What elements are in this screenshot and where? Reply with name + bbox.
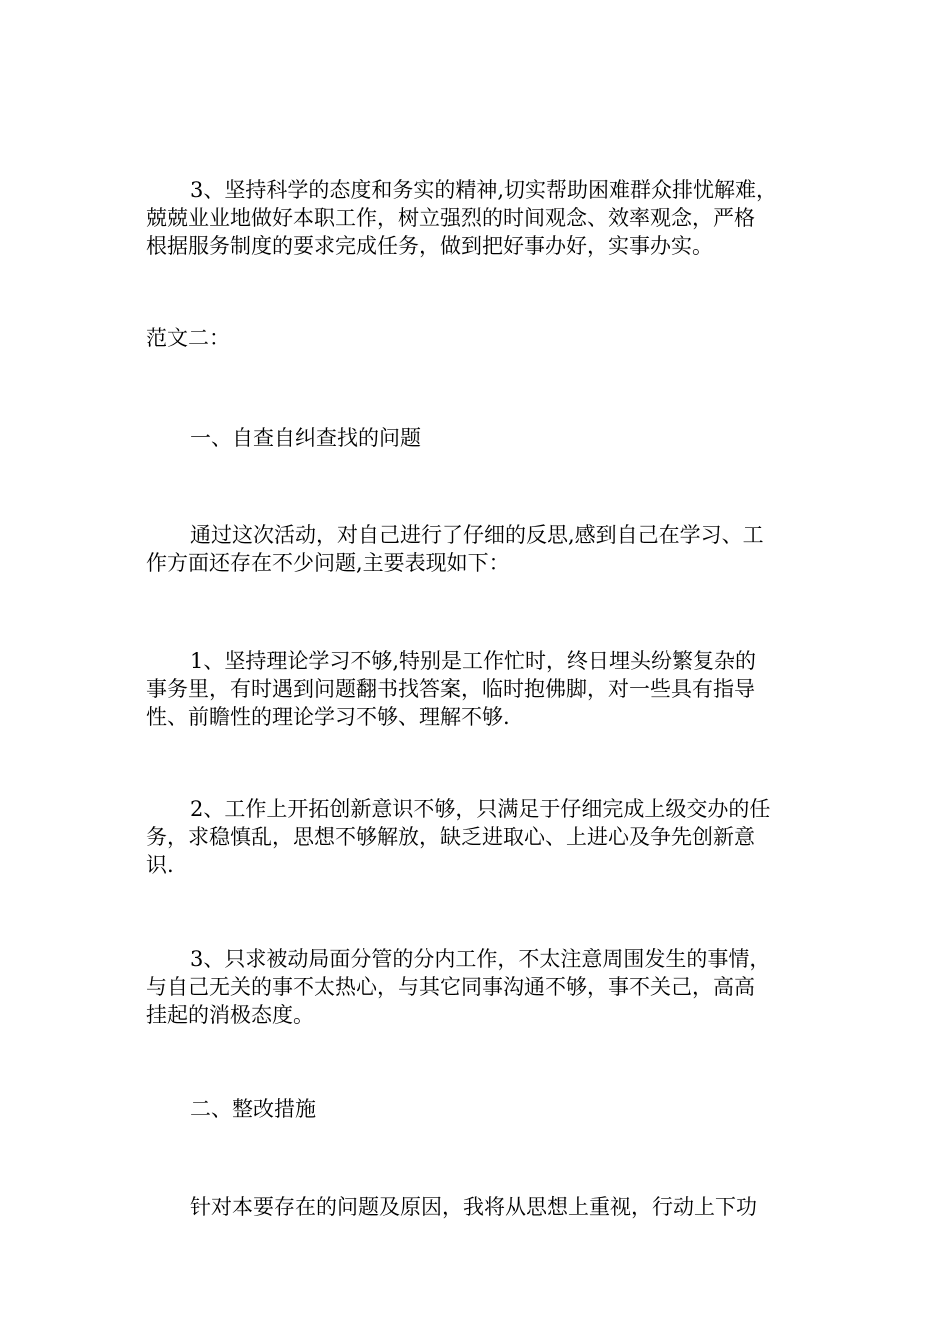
text-line: 根据服务制度的要求完成任务，做到把好事办好，实事办实。 bbox=[146, 234, 713, 258]
paragraph-item-1 bbox=[146, 647, 806, 731]
heading-text: 范文二： bbox=[146, 326, 230, 350]
text-line: 通过这次活动，对自己进行了仔细的反思,感到自己在学习、工 bbox=[190, 523, 764, 547]
text-line: 兢兢业业地做好本职工作，树立强烈的时间观念、效率观念，严格 bbox=[146, 206, 755, 230]
paragraph-commitment bbox=[146, 176, 806, 260]
text-line: 针对本要存在的问题及原因，我将从思想上重视，行动上下功 bbox=[190, 1195, 757, 1219]
text-line: 务，求稳慎乱，思想不够解放，缺乏进取心、上进心及争先创新意 bbox=[146, 825, 755, 849]
paragraph-item-3 bbox=[146, 945, 806, 1029]
heading-text: 一、自查自纠查找的问题 bbox=[190, 426, 421, 450]
paragraph-item-2 bbox=[146, 795, 806, 879]
text-line: 性、前瞻性的理论学习不够、理解不够. bbox=[146, 705, 510, 729]
text-line: 3、坚持科学的态度和务实的精神,切实帮助困难群众排忧解难， bbox=[190, 178, 778, 202]
heading-self-check bbox=[146, 424, 806, 452]
paragraph-measures bbox=[146, 1193, 806, 1221]
section-title-fanwen bbox=[146, 324, 806, 352]
heading-rectification bbox=[146, 1095, 806, 1123]
text-line: 2、工作上开拓创新意识不够，只满足于仔细完成上级交办的任 bbox=[190, 797, 771, 821]
paragraph-intro bbox=[146, 521, 806, 577]
text-line: 挂起的消极态度。 bbox=[146, 1003, 314, 1027]
text-line: 识. bbox=[146, 853, 174, 877]
heading-text: 二、整改措施 bbox=[190, 1097, 316, 1121]
text-line: 3、只求被动局面分管的分内工作，不太注意周围发生的事情， bbox=[190, 947, 771, 971]
text-line: 与自己无关的事不太热心，与其它同事沟通不够，事不关己，高高 bbox=[146, 975, 755, 999]
text-line: 事务里，有时遇到问题翻书找答案，临时抱佛脚，对一些具有指导 bbox=[146, 677, 755, 701]
text-line: 1、坚持理论学习不够,特别是工作忙时，终日埋头纷繁复杂的 bbox=[190, 649, 757, 673]
text-line: 作方面还存在不少问题,主要表现如下： bbox=[146, 551, 510, 575]
